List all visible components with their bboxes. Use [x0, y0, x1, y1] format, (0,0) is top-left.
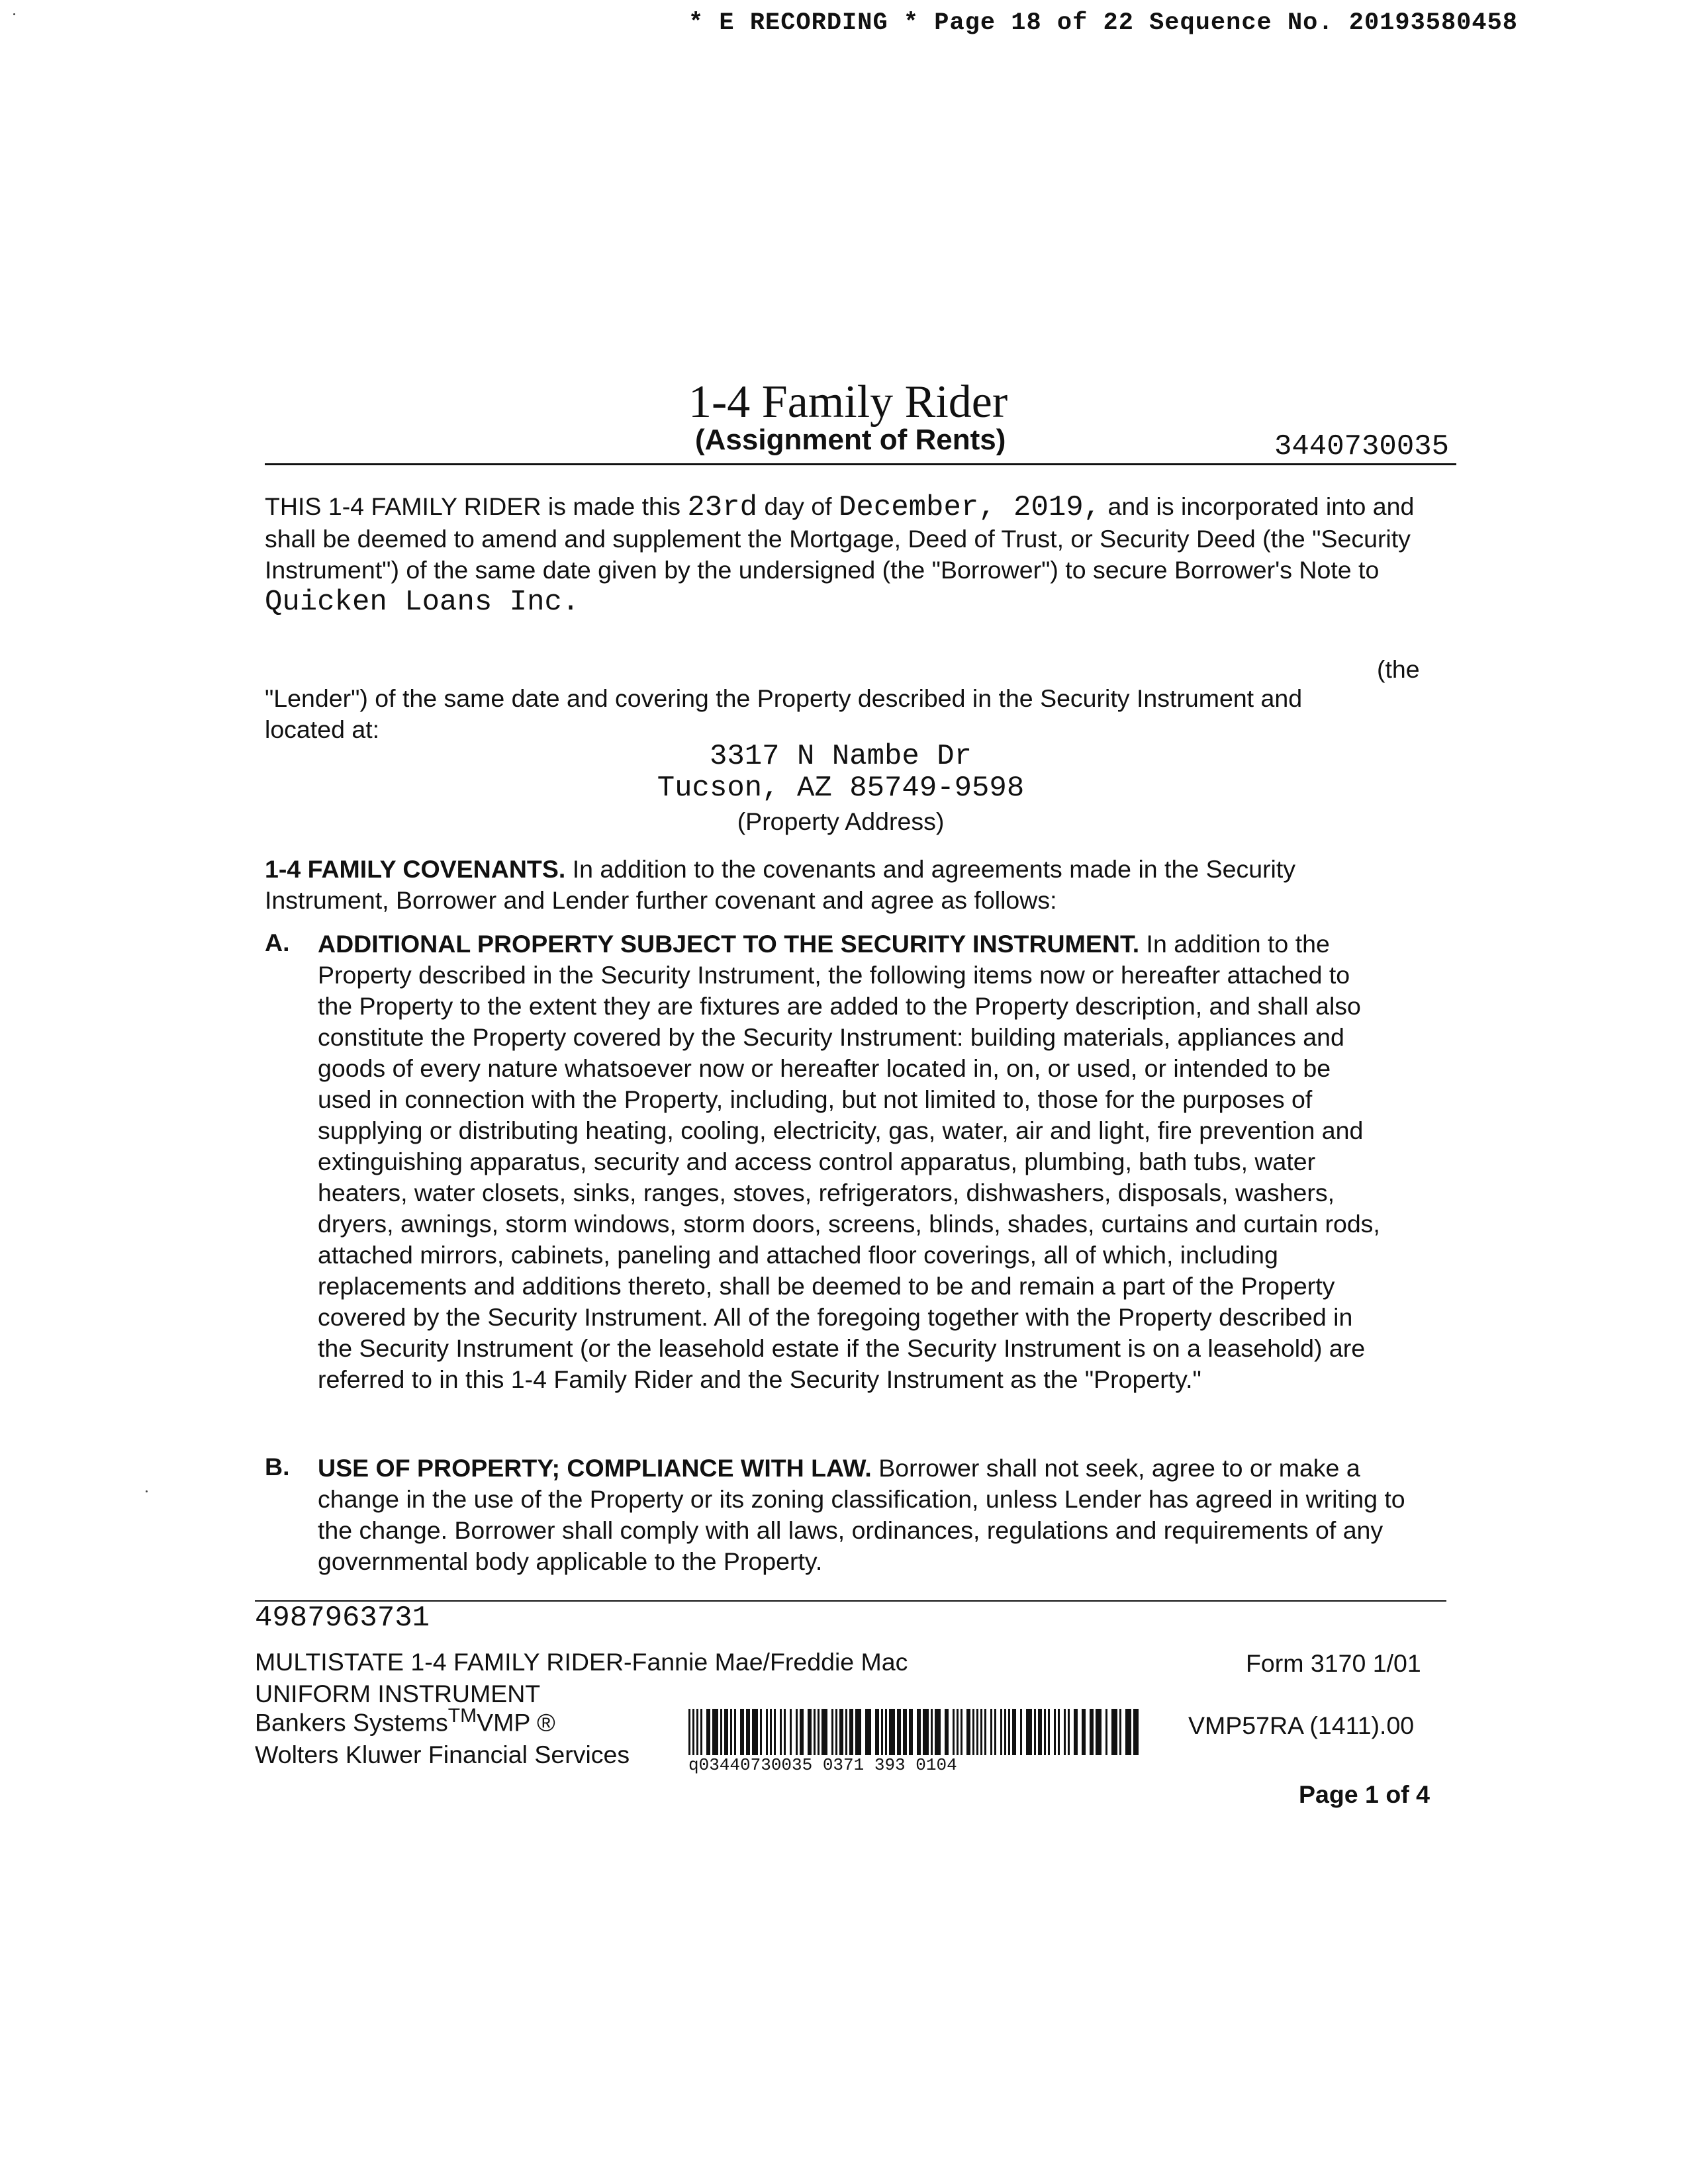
barcode-bar	[692, 1709, 694, 1755]
barcode-bar	[770, 1709, 772, 1755]
property-address-line-1: 3317 N Nambe Dr	[709, 740, 972, 773]
barcode-bar	[961, 1709, 962, 1755]
barcode-bar	[889, 1709, 895, 1755]
footer-vmp: VMP	[477, 1708, 530, 1737]
barcode-bar	[931, 1709, 933, 1755]
barcode-bar	[875, 1709, 879, 1755]
rider-month-year: December, 2019,	[839, 491, 1102, 524]
barcode-bar	[730, 1709, 732, 1755]
intro-text-1: THIS 1-4 FAMILY RIDER is made this	[265, 492, 680, 520]
barcode-bar	[1034, 1709, 1036, 1755]
barcode-bar	[1038, 1709, 1042, 1755]
barcode-bar	[1068, 1709, 1070, 1755]
barcode-bar	[984, 1709, 986, 1755]
barcode-bar	[784, 1709, 786, 1755]
barcode-bar	[935, 1709, 941, 1755]
item-a-paragraph	[318, 929, 1383, 1395]
barcode-bar	[903, 1709, 907, 1755]
barcode-bar	[1064, 1709, 1066, 1755]
barcode-bar	[712, 1709, 718, 1755]
footer-company: Wolters Kluwer Financial Services	[255, 1741, 630, 1768]
barcode-bar	[1020, 1709, 1022, 1755]
barcode-bar	[990, 1709, 992, 1755]
barcode-bar	[845, 1709, 847, 1755]
barcode-bar	[688, 1709, 690, 1755]
barcode-bar	[796, 1709, 798, 1755]
barcode-bar	[1119, 1709, 1121, 1755]
barcode-bar	[1074, 1709, 1078, 1755]
barcode-bar	[835, 1709, 837, 1755]
barcode-bar	[1133, 1709, 1139, 1755]
barcode-bar	[831, 1709, 833, 1755]
trademark-mark: TM	[447, 1705, 477, 1727]
barcode-bar	[821, 1709, 827, 1755]
barcode-image	[688, 1709, 1139, 1755]
scan-speck	[146, 1490, 148, 1492]
barcode-bar	[1000, 1709, 1002, 1755]
covenants-heading: 1-4 FAMILY COVENANTS.	[265, 855, 566, 883]
footer-publisher	[255, 1705, 555, 1737]
document-id: 4987963731	[255, 1602, 430, 1635]
item-b-letter: B.	[265, 1453, 290, 1480]
barcode-bar	[945, 1709, 949, 1755]
barcode-bar	[1090, 1709, 1094, 1755]
barcode-bar	[1008, 1709, 1010, 1755]
barcode-bar	[740, 1709, 744, 1755]
item-b-paragraph	[318, 1453, 1443, 1577]
barcode-bar	[976, 1709, 978, 1755]
barcode-bar	[760, 1709, 762, 1755]
lender-paragraph: "Lender") of the same date and covering the Property described in the Security Instrument and located at:	[265, 684, 1303, 743]
barcode-bar	[980, 1709, 982, 1755]
barcode-bar	[808, 1709, 812, 1755]
barcode-bar	[766, 1709, 768, 1755]
barcode-bar	[1111, 1709, 1117, 1755]
barcode-bar	[706, 1709, 710, 1755]
barcode-bar	[724, 1709, 728, 1755]
intro-text-2: day of	[764, 492, 832, 520]
barcode-bar	[957, 1709, 959, 1755]
barcode-bar	[881, 1709, 883, 1755]
item-b-body: Borrower shall not seek, agree to or make a change in the use of the Property or its zoning classification, unless Lender has agreed in writing to the change. Borrower shall comply with all laws, ordinances, regulations and requirements of any governmental body applicable to the Property.	[318, 1454, 1405, 1575]
document-title: 1-4 Family Rider	[688, 377, 1008, 428]
barcode-bar	[752, 1709, 758, 1755]
footer-divider	[255, 1600, 1446, 1602]
item-b-heading: USE OF PROPERTY; COMPLIANCE WITH LAW.	[318, 1454, 872, 1482]
barcode-bar	[994, 1709, 996, 1755]
barcode-bar	[897, 1709, 901, 1755]
barcode-bar	[1004, 1709, 1006, 1755]
barcode-bar	[746, 1709, 750, 1755]
barcode-bar	[865, 1709, 871, 1755]
barcode-bar	[790, 1709, 792, 1755]
barcode-bar	[818, 1709, 820, 1755]
loan-number: 3440730035	[1274, 430, 1450, 463]
intro-text-3: and is incorporated into and shall be deemed to amend and supplement the Mortgage, Deed of Trust, or Security Deed (the "Security Instrument") of the same date given by the undersigned (the "Borrower") to secure Borrower's Note to	[265, 492, 1415, 584]
barcode-bar	[839, 1709, 843, 1755]
barcode-bar	[1096, 1709, 1102, 1755]
barcode-bar	[774, 1709, 776, 1755]
rider-day: 23rd	[687, 491, 758, 524]
page-number: Page 1 of 4	[1299, 1780, 1430, 1808]
item-a-letter: A.	[265, 929, 290, 956]
barcode-bar	[1054, 1709, 1056, 1755]
barcode-bar	[966, 1709, 970, 1755]
barcode-bar	[1105, 1709, 1107, 1755]
barcode-bar	[780, 1709, 782, 1755]
barcode-bar	[1048, 1709, 1050, 1755]
footer-uniform-instrument: UNIFORM INSTRUMENT	[255, 1680, 541, 1707]
lender-name: Quicken Loans Inc.	[265, 586, 580, 619]
barcode-bar	[1012, 1709, 1016, 1755]
property-address-caption: (Property Address)	[737, 807, 945, 835]
barcode-bar	[885, 1709, 887, 1755]
barcode-bar	[700, 1709, 702, 1755]
covenants-intro-text: In addition to the covenants and agreements made in the Security Instrument, Borrower and Lender further covenant and agree as follows:	[265, 855, 1296, 914]
recording-header: * E RECORDING * Page 18 of 22 Sequence No. 20193580458	[688, 9, 1518, 37]
barcode-bar	[800, 1709, 804, 1755]
barcode-bar	[720, 1709, 722, 1755]
barcode-bar	[953, 1709, 955, 1755]
the-label: (the	[1377, 655, 1420, 683]
barcode-bar	[1125, 1709, 1131, 1755]
document-subtitle: (Assignment of Rents)	[695, 424, 1006, 456]
scan-speck	[13, 13, 15, 15]
barcode-text: q03440730035 0371 393 0104	[688, 1755, 957, 1775]
barcode-bar	[814, 1709, 816, 1755]
barcode-bar	[734, 1709, 736, 1755]
footer-form-title: MULTISTATE 1-4 FAMILY RIDER-Fannie Mae/Freddie Mac	[255, 1648, 908, 1676]
barcode-bar	[917, 1709, 921, 1755]
property-address-line-2: Tucson, AZ 85749-9598	[657, 772, 1025, 805]
barcode-bar	[1026, 1709, 1032, 1755]
barcode-bar	[923, 1709, 929, 1755]
title-divider	[265, 463, 1456, 465]
barcode-bar	[1044, 1709, 1046, 1755]
barcode-bar	[1082, 1709, 1086, 1755]
vmp-code: VMP57RA (1411).00	[1188, 1711, 1415, 1739]
item-a-heading: ADDITIONAL PROPERTY SUBJECT TO THE SECURITY INSTRUMENT.	[318, 930, 1140, 958]
item-a-body: In addition to the Property described in the Security Instrument, the following items now or hereafter attached to the Property to the extent they are fixtures are added to the Property description, and shall also constitute the Property covered by the Security Instrument: building materials, appliances and goods of every nature whatsoever now or hereafter located in, on, or used, or intended to be used in connection with the Property, including, but not limited to, those for the purposes of supplying or distributing heating, cooling, electricity, gas, water, air and light, fire prevention and extinguishing apparatus, security and access control apparatus, plumbing, bath tubs, water heaters, water closets, sinks, ranges, stoves, refrigerators, dishwashers, disposals, washers, dryers, awnings, storm windows, storm doors, screens, blinds, shades, curtains and curtain rods, attached mirrors, cabinets, paneling and attached floor coverings, all of which, including replacements and additions thereto, shall be deemed to be and remain a part of the Property covered by the Security Instrument. All of the foregoing together with the Property described in the Security Instrument (or the leasehold estate if the Security Instrument is on a leasehold) are referred to in this 1-4 Family Rider and the Security Instrument as the "Property."	[318, 930, 1380, 1393]
barcode-bar	[972, 1709, 974, 1755]
barcode-bar	[1058, 1709, 1060, 1755]
intro-paragraph	[265, 491, 1430, 618]
barcode-bar	[909, 1709, 913, 1755]
barcode-bar	[696, 1709, 698, 1755]
footer-publisher-name: Bankers Systems	[255, 1708, 448, 1737]
form-number: Form 3170 1/01	[1246, 1649, 1421, 1677]
registered-mark: ®	[537, 1708, 555, 1737]
barcode-bar	[849, 1709, 853, 1755]
barcode-bar	[855, 1709, 861, 1755]
covenants-intro	[265, 854, 1403, 916]
